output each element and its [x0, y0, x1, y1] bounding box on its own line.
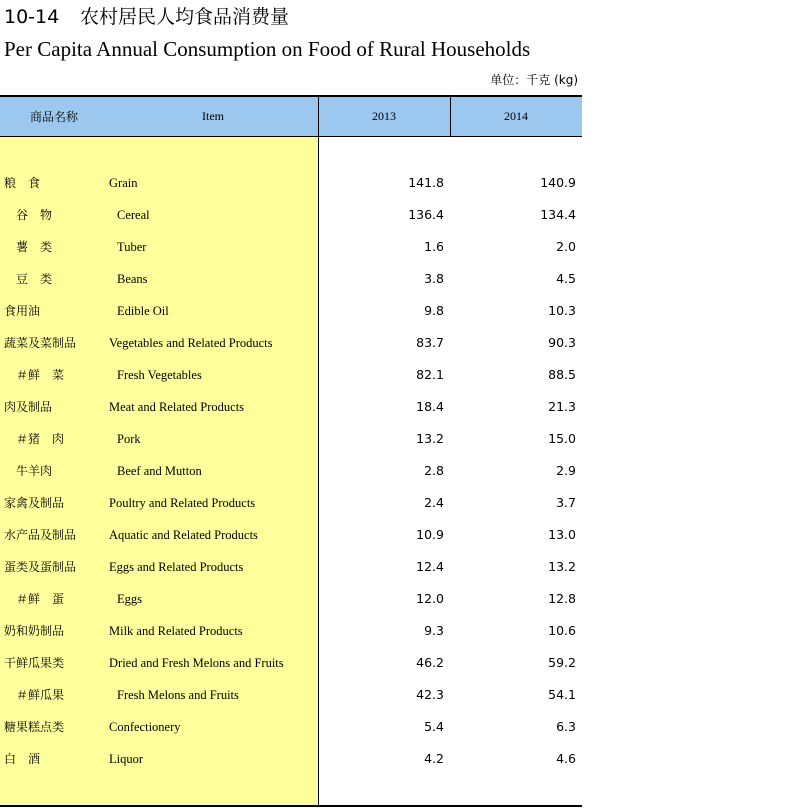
table-number: 10-14 — [4, 6, 60, 28]
row-item-en: Fresh Melons and Fruits — [117, 688, 239, 702]
row-item-en: Liquor — [109, 752, 144, 766]
row-value-2013: 12.4 — [416, 559, 444, 574]
row-item-en: Beef and Mutton — [117, 464, 202, 478]
table-row — [0, 397, 582, 417]
row-item-cn: 粮 食 — [4, 176, 41, 190]
header-item-en: Item — [202, 109, 224, 123]
table-row — [0, 653, 582, 673]
row-value-2013: 18.4 — [416, 399, 444, 414]
row-value-2014: 59.2 — [548, 655, 576, 670]
row-value-2014: 54.1 — [548, 687, 576, 702]
row-value-2014: 2.9 — [556, 463, 576, 478]
row-value-2014: 10.3 — [548, 303, 576, 318]
table-row — [0, 365, 582, 385]
row-item-en: Pork — [117, 432, 141, 446]
row-item-en: Grain — [109, 176, 138, 190]
row-item-cn: 蔬菜及菜制品 — [4, 336, 77, 350]
table-row — [0, 333, 582, 353]
row-item-cn: 奶和奶制品 — [4, 624, 65, 638]
table-row — [0, 269, 582, 289]
row-item-en: Dried and Fresh Melons and Fruits — [109, 656, 284, 670]
row-item-cn: 干鲜瓜果类 — [4, 656, 65, 670]
table-row — [0, 205, 582, 225]
table-row — [0, 589, 582, 609]
row-value-2014: 13.2 — [548, 559, 576, 574]
row-value-2013: 3.8 — [424, 271, 444, 286]
header-item-cn: 商品名称 — [29, 110, 78, 124]
row-value-2013: 9.3 — [424, 623, 444, 638]
row-value-2013: 82.1 — [416, 367, 444, 382]
row-value-2014: 15.0 — [548, 431, 576, 446]
table-row — [0, 685, 582, 705]
row-value-2013: 42.3 — [416, 687, 444, 702]
row-value-2013: 83.7 — [416, 335, 444, 350]
row-value-2014: 10.6 — [548, 623, 576, 638]
row-item-cn: ＃鲜 菜 — [16, 368, 65, 382]
row-item-cn: 牛羊肉 — [16, 464, 53, 478]
row-item-cn: 食用油 — [4, 304, 41, 318]
row-value-2014: 12.8 — [548, 591, 576, 606]
row-item-cn: 白 酒 — [4, 752, 41, 766]
table-row — [0, 237, 582, 257]
row-item-en: Poultry and Related Products — [109, 496, 256, 510]
row-item-en: Confectionery — [109, 720, 181, 734]
row-value-2013: 4.2 — [424, 751, 444, 766]
header-year-2014: 2014 — [504, 109, 528, 123]
row-value-2013: 12.0 — [416, 591, 444, 606]
row-value-2013: 141.8 — [408, 175, 444, 190]
row-item-en: Beans — [117, 272, 148, 286]
table-row — [0, 461, 582, 481]
row-item-cn: 谷 物 — [16, 208, 53, 222]
row-item-en: Vegetables and Related Products — [109, 336, 273, 350]
row-item-cn: 豆 类 — [16, 272, 53, 286]
row-value-2014: 2.0 — [556, 239, 576, 254]
row-item-en: Eggs — [117, 592, 142, 606]
header-year-2013: 2013 — [372, 109, 396, 123]
row-item-en: Cereal — [117, 208, 150, 222]
table-bottom-rule — [0, 805, 582, 807]
row-value-2014: 140.9 — [540, 175, 576, 190]
row-value-2014: 13.0 — [548, 527, 576, 542]
row-value-2013: 2.4 — [424, 495, 444, 510]
row-item-en: Meat and Related Products — [109, 400, 245, 414]
row-value-2013: 9.8 — [424, 303, 444, 318]
table-header — [0, 97, 582, 137]
row-value-2013: 2.8 — [424, 463, 444, 478]
table-title-cn-text: 农村居民人均食品消费量 — [80, 6, 290, 28]
row-value-2014: 88.5 — [548, 367, 576, 382]
table-row — [0, 429, 582, 449]
row-item-en: Edible Oil — [117, 304, 169, 318]
row-value-2013: 46.2 — [416, 655, 444, 670]
row-value-2014: 90.3 — [548, 335, 576, 350]
row-value-2014: 21.3 — [548, 399, 576, 414]
row-value-2014: 3.7 — [556, 495, 576, 510]
row-item-cn: ＃鲜 蛋 — [16, 592, 65, 606]
row-value-2014: 134.4 — [540, 207, 576, 222]
row-item-cn: ＃鲜瓜果 — [16, 688, 65, 702]
row-value-2013: 5.4 — [424, 719, 444, 734]
row-item-en: Eggs and Related Products — [109, 560, 244, 574]
column-divider-years — [450, 97, 451, 137]
row-value-2013: 136.4 — [408, 207, 444, 222]
row-item-cn: 家禽及制品 — [4, 496, 65, 510]
table-title-en: Per Capita Annual Consumption on Food of Rural Households — [4, 37, 531, 61]
row-item-cn: 糖果糕点类 — [4, 720, 65, 734]
table-row — [0, 621, 582, 641]
unit-label: 单位：千克 (kg) — [490, 73, 578, 87]
row-item-cn: ＃猪 肉 — [16, 432, 65, 446]
row-item-en: Fresh Vegetables — [117, 368, 202, 382]
row-item-en: Aquatic and Related Products — [109, 528, 258, 542]
row-value-2013: 10.9 — [416, 527, 444, 542]
table-row — [0, 717, 582, 737]
row-item-cn: 肉及制品 — [4, 400, 53, 414]
table-title-cn — [4, 6, 289, 28]
row-value-2013: 1.6 — [424, 239, 444, 254]
table-row — [0, 525, 582, 545]
row-value-2014: 4.5 — [556, 271, 576, 286]
row-item-cn: 蛋类及蛋制品 — [4, 560, 77, 574]
table-row — [0, 493, 582, 513]
row-value-2014: 4.6 — [556, 751, 576, 766]
row-item-en: Tuber — [117, 240, 147, 254]
table-row — [0, 173, 582, 193]
row-item-cn: 薯 类 — [16, 240, 53, 254]
row-item-cn: 水产品及制品 — [4, 528, 77, 542]
row-value-2014: 6.3 — [556, 719, 576, 734]
data-table — [0, 95, 582, 807]
table-row — [0, 749, 582, 769]
row-value-2013: 13.2 — [416, 431, 444, 446]
table-row — [0, 557, 582, 577]
table-row — [0, 301, 582, 321]
row-item-en: Milk and Related Products — [109, 624, 243, 638]
